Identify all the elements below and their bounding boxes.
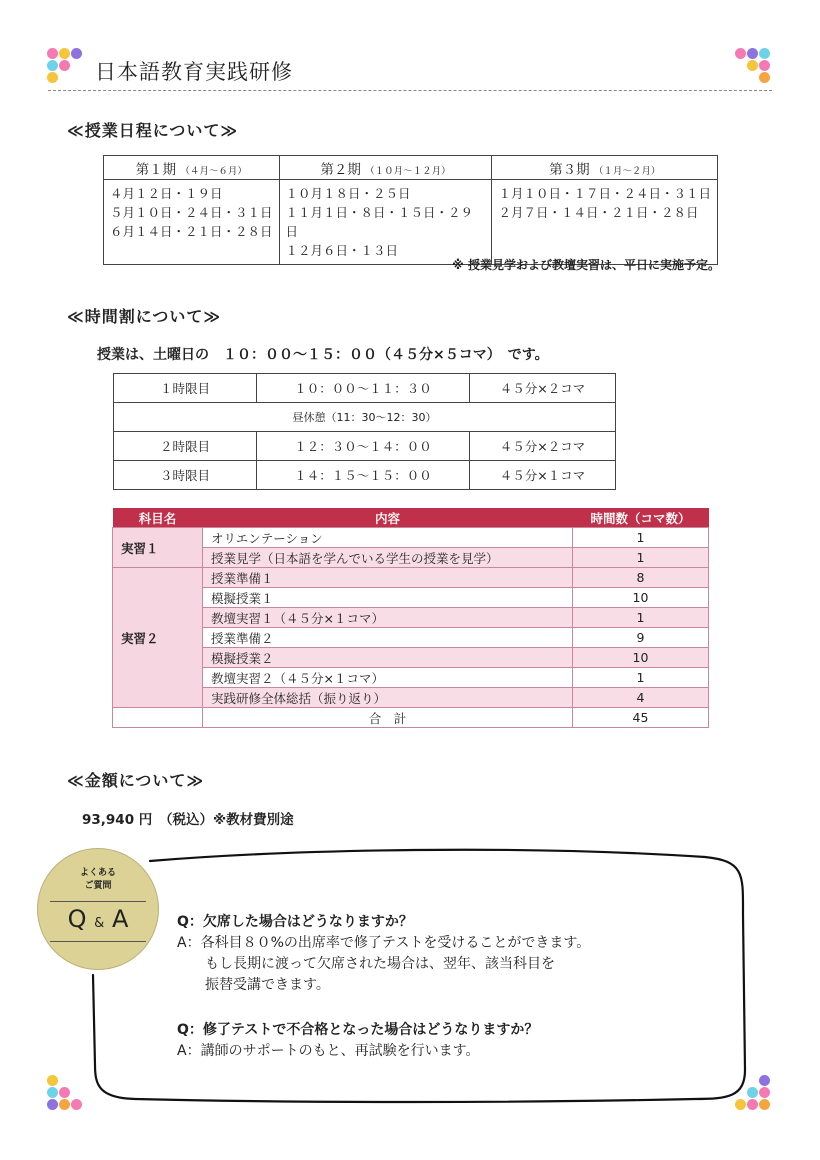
faq-answer: もし長期に渡って欠席された場合は、翌年、該当科目を (177, 956, 555, 972)
table-row: 授業準備２ 9 (113, 628, 709, 648)
period-header: 第２期 （１０月～１２月） (279, 156, 492, 180)
subjects-table: 科目名 内容 時間数（コマ数） 実習１ オリエンテーション 1 授業見学（日本語を学んでいる学生の授業を見学） 1 実習２ 授業準備１ 8 模擬授業１ 10 教壇実習１（４５分×１コマ） 1 授業準備２ 9 模擬授業２ 10 教壇実習２（４５分×１コマ） 1 実践研修全体総括（振り返り） 4 合 計 45 (112, 508, 709, 728)
price-heading: ≪金額について≫ (67, 771, 205, 790)
price-text: 93,940 円 （税込）※教材費別途 (82, 812, 294, 828)
table-row: 実習２ 授業準備１ 8 (113, 568, 709, 588)
schedule-heading: ≪授業日程について≫ (67, 121, 239, 140)
faq-question: Q：欠席した場合はどうなりますか？ (177, 914, 413, 930)
faq-answer: A：各科目８０%の出席率で修了テストを受けることができます。 (177, 935, 591, 951)
dots-decoration-top-right (735, 48, 775, 88)
lunch-break: 昼休憩（11：30～12：30） (114, 403, 616, 432)
timetable-heading: ≪時間割について≫ (67, 307, 222, 326)
schedule-note: ※ 授業見学および教壇実習は、平日に実施予定。 (452, 258, 720, 272)
page-title: 日本語教育実践研修 (95, 60, 293, 84)
period-dates: ４月１２日・１９日 ５月１０日・２４日・３１日 ６月１４日・２１日・２８日 (104, 180, 280, 265)
timetable-intro: 授業は、土曜日の １０：００～１５：００（４５分×５コマ） です。 (97, 347, 549, 363)
table-row: ２時限目 １２：３０～１４：００ ４５分×２コマ (114, 432, 616, 461)
table-row: 授業見学（日本語を学んでいる学生の授業を見学） 1 (113, 548, 709, 568)
table-row: 実践研修全体総括（振り返り） 4 (113, 688, 709, 708)
header-divider (48, 90, 772, 91)
period-header: 第３期 （１月～２月） (492, 156, 718, 180)
faq-question: Q：修了テストで不合格となった場合はどうなりますか？ (177, 1022, 539, 1038)
table-row (114, 403, 616, 432)
period-dates: １月１０日・１７日・２４日・３１日 ２月７日・１４日・２１日・２８日 (492, 180, 718, 265)
schedule-table (103, 155, 718, 265)
faq-answer: 振替受講できます。 (177, 977, 330, 993)
table-row: 教壇実習１（４５分×１コマ） 1 (113, 608, 709, 628)
total-row: 合 計 45 (113, 708, 709, 728)
subject-category: 実習２ (113, 568, 203, 708)
table-row: １時限目 １０：００～１１：３０ ４５分×２コマ (114, 374, 616, 403)
faq-badge: よくある ご質問 Q & A (37, 848, 159, 970)
table-row: 模擬授業１ 10 (113, 588, 709, 608)
period-dates: １０月１８日・２５日 １１月１日・８日・１５日・２９日 １２月６日・１３日 (279, 180, 492, 265)
subject-category: 実習１ (113, 528, 203, 568)
table-row: 実習１ オリエンテーション 1 (113, 528, 709, 548)
faq-answer: A：講師のサポートのもと、再試験を行います。 (177, 1043, 480, 1059)
table-row: ３時限目 １４：１５～１５：００ ４５分×１コマ (114, 461, 616, 490)
dots-decoration-top-left (47, 48, 87, 88)
table-row: 教壇実習２（４５分×１コマ） 1 (113, 668, 709, 688)
timetable-table (113, 373, 616, 490)
period-header: 第１期 （４月～６月） (104, 156, 280, 180)
table-row: 模擬授業２ 10 (113, 648, 709, 668)
